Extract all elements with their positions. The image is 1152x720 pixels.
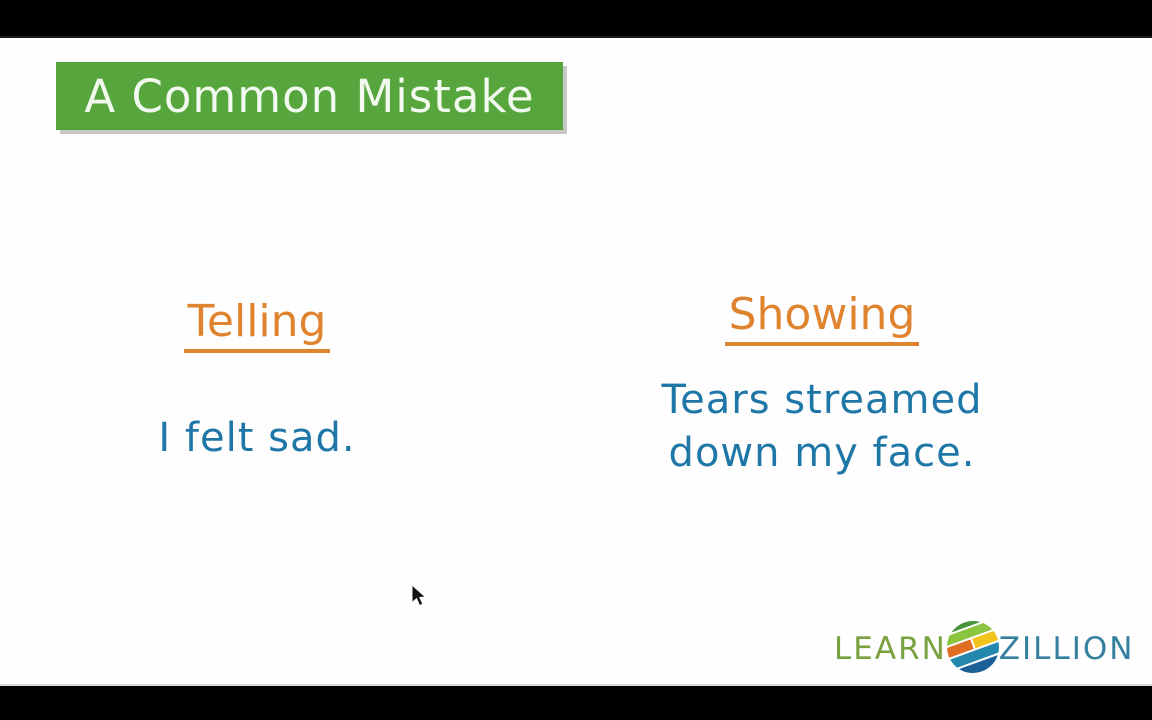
showing-example-line2: down my face. — [668, 430, 976, 476]
showing-heading: Showing — [725, 288, 920, 346]
letterbox-top-bar — [0, 0, 1152, 38]
telling-heading: Telling — [184, 295, 331, 353]
showing-column — [622, 288, 1022, 480]
letterbox-bottom-bar — [0, 684, 1152, 720]
telling-example-text: I felt sad. — [158, 415, 356, 461]
logo-zillion-text: ZILLION — [998, 631, 1135, 667]
title-banner — [56, 62, 563, 130]
page-title: A Common Mistake — [84, 69, 535, 123]
showing-example-text — [622, 374, 1022, 480]
mouse-pointer-icon — [410, 584, 427, 612]
telling-column — [57, 295, 457, 463]
learnzillion-logo — [834, 620, 1134, 678]
globe-icon — [946, 620, 1000, 678]
showing-example-line1: Tears streamed — [661, 377, 983, 423]
logo-learn-text: LEARN — [834, 631, 947, 667]
